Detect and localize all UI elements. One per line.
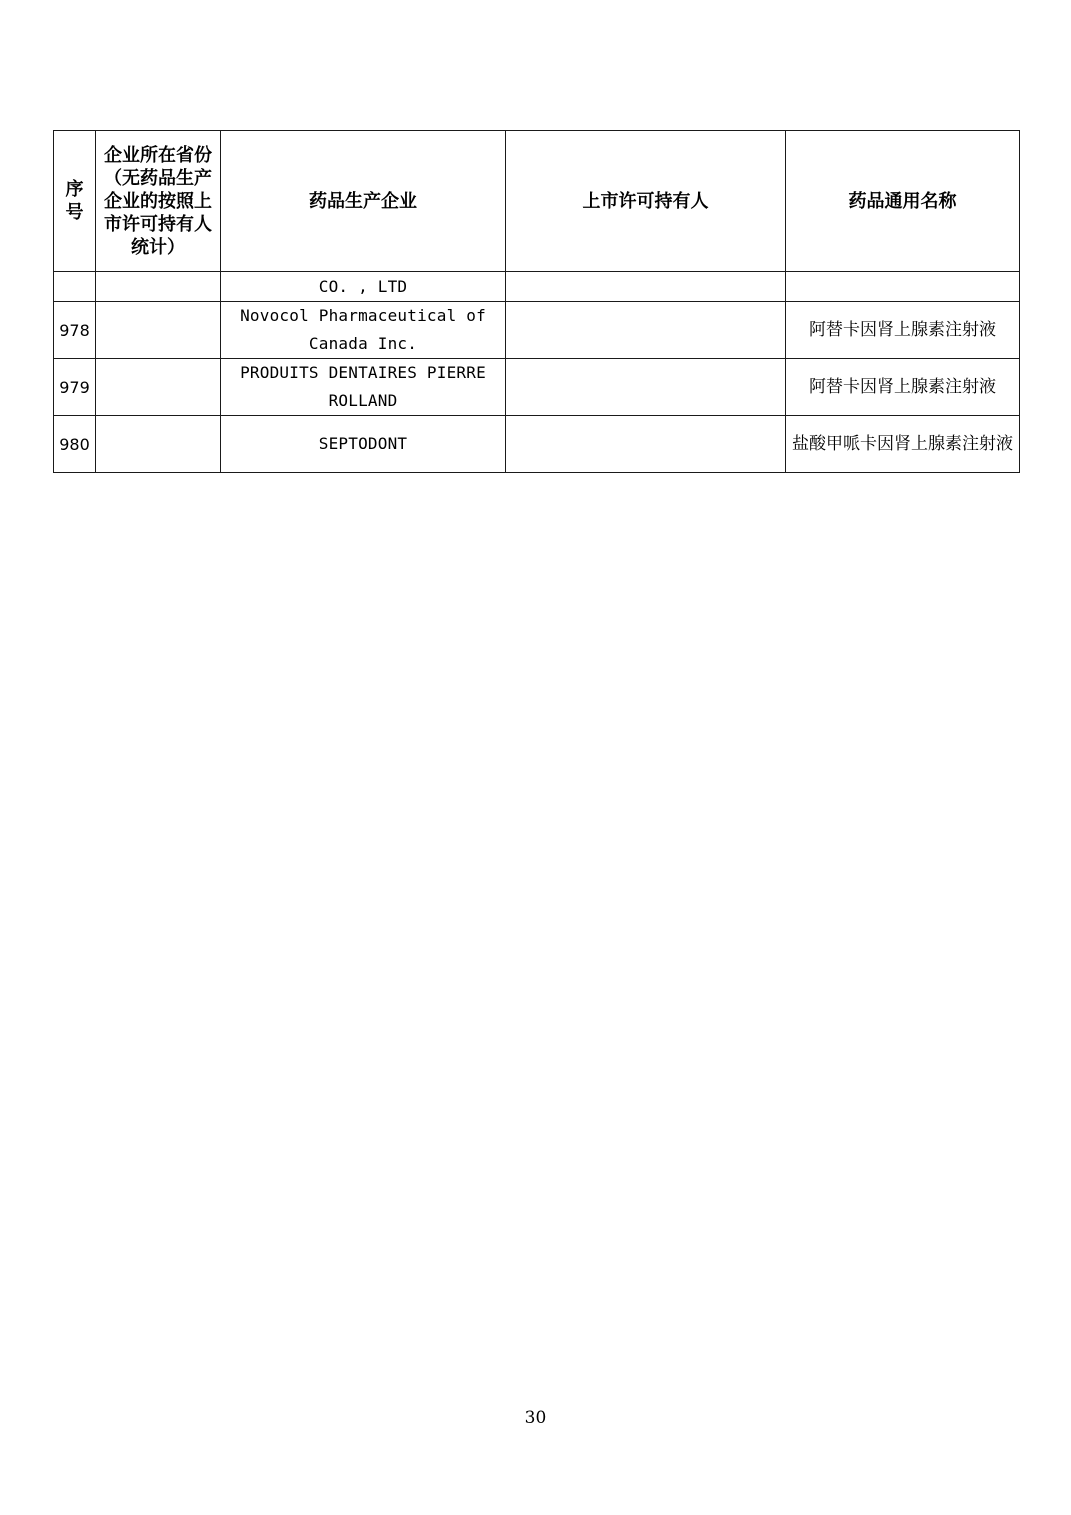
cell-province <box>96 416 221 473</box>
table-header-row <box>54 131 1020 272</box>
cell-manufacturer: CO. , LTD <box>221 272 506 302</box>
cell-index: 979 <box>54 359 96 416</box>
header-drug-name: 药品通用名称 <box>786 131 1020 272</box>
cell-index: 980 <box>54 416 96 473</box>
cell-manufacturer: SEPTODONT <box>221 416 506 473</box>
cell-mah <box>506 359 786 416</box>
cell-index: 978 <box>54 302 96 359</box>
page-number: 30 <box>524 1408 547 1428</box>
cell-drug-name: 盐酸甲哌卡因肾上腺素注射液 <box>786 416 1020 473</box>
cell-province <box>96 302 221 359</box>
table-row <box>54 302 1020 359</box>
cell-province <box>96 359 221 416</box>
table-row <box>54 272 1020 302</box>
header-manufacturer: 药品生产企业 <box>221 131 506 272</box>
cell-drug-name <box>786 272 1020 302</box>
cell-mah <box>506 272 786 302</box>
cell-drug-name: 阿替卡因肾上腺素注射液 <box>786 302 1020 359</box>
cell-manufacturer: Novocol Pharmaceutical of Canada Inc. <box>221 302 506 359</box>
table-row <box>54 416 1020 473</box>
table-row <box>54 359 1020 416</box>
header-marketing-authorization-holder: 上市许可持有人 <box>506 131 786 272</box>
cell-province <box>96 272 221 302</box>
cell-mah <box>506 416 786 473</box>
cell-drug-name: 阿替卡因肾上腺素注射液 <box>786 359 1020 416</box>
drug-list-table <box>53 130 1020 473</box>
cell-mah <box>506 302 786 359</box>
cell-manufacturer: PRODUITS DENTAIRES PIERRE ROLLAND <box>221 359 506 416</box>
cell-index <box>54 272 96 302</box>
header-province: 企业所在省份（无药品生产企业的按照上市许可持有人统计） <box>96 131 221 272</box>
header-index: 序号 <box>54 131 96 272</box>
